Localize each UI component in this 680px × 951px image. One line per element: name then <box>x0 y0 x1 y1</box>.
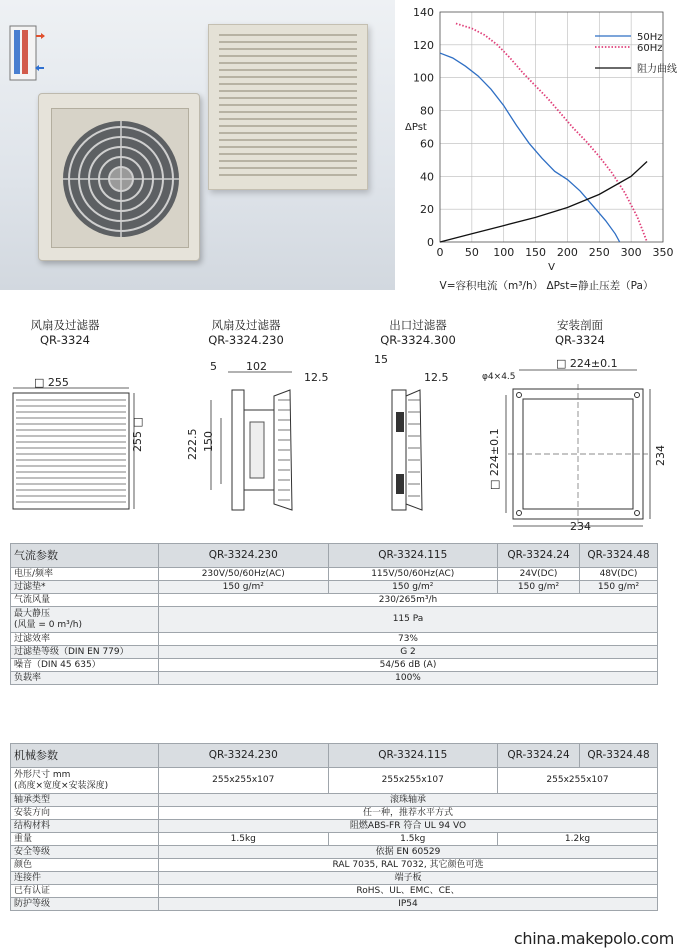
table-row <box>11 807 658 820</box>
dim-label: 234 <box>654 445 667 466</box>
legend-label: 60Hz <box>637 43 663 54</box>
footer-watermark-text: china.makepolo.com <box>513 929 674 948</box>
row-label: 结构材料 <box>11 820 159 833</box>
table-cell: G 2 <box>159 646 658 659</box>
row-label: 外形尺寸 mm (高度×宽度×安装深度) <box>11 768 159 794</box>
table-cell: 24V(DC) <box>498 568 580 581</box>
table-header-cell: QR-3324.24 <box>498 544 580 568</box>
table-cell: 230/265m³/h <box>159 594 658 607</box>
row-label: 过滤垫* <box>11 581 159 594</box>
table-cell: 150 g/m² <box>159 581 329 594</box>
table-cell: 255x255x107 <box>328 768 498 794</box>
table-row <box>11 672 658 685</box>
row-label: 已有认证 <box>11 885 159 898</box>
drawing-3-title-line1: 出口过滤器 <box>389 318 447 332</box>
table-cell: 255x255x107 <box>498 768 658 794</box>
y-tick-label: 100 <box>413 71 434 85</box>
table-row <box>11 659 658 672</box>
row-label: 安全等级 <box>11 846 159 859</box>
row-label: 连接件 <box>11 872 159 885</box>
table-row <box>11 607 658 633</box>
row-label: 过滤效率 <box>11 633 159 646</box>
drawing-1-title-line2: QR-3324 <box>40 333 90 347</box>
table-row <box>11 820 658 833</box>
table-cell: 150 g/m² <box>580 581 658 594</box>
dim-label: 234 <box>570 520 591 533</box>
dim-label: □ 224±0.1 <box>556 357 618 370</box>
drawing-title-2 <box>176 318 316 348</box>
table-row <box>11 859 658 872</box>
table-cell: 73% <box>159 633 658 646</box>
table-cell: 48V(DC) <box>580 568 658 581</box>
outlet-grille-photo <box>208 24 368 190</box>
row-label: 颜色 <box>11 859 159 872</box>
table-cell: 端子板 <box>159 872 658 885</box>
table-header-cell: QR-3324.48 <box>580 744 658 768</box>
legend-label: 阻力曲线 <box>637 64 677 75</box>
y-tick-label: 0 <box>427 236 434 249</box>
x-tick-label: 0 <box>436 246 444 259</box>
fan-filter-photo <box>38 93 200 261</box>
table-cell: IP54 <box>159 898 658 911</box>
table-cell: 255x255x107 <box>159 768 329 794</box>
product-photo-area <box>0 0 395 290</box>
series-line-0 <box>440 53 620 242</box>
row-label: 负载率 <box>11 672 159 685</box>
dim-label: 12.5 <box>304 371 329 384</box>
y-tick-label: 120 <box>413 38 434 52</box>
table-row <box>11 633 658 646</box>
drawing-4-title-line1: 安装剖面 <box>557 318 603 332</box>
table-cell: 任一种，推荐水平方式 <box>159 807 658 820</box>
dim-label: 15 <box>374 353 388 366</box>
y-tick-label: 20 <box>420 203 434 217</box>
table-header-row <box>11 744 658 768</box>
table-cell: 阻燃ABS-FR 符合 UL 94 VO <box>159 820 658 833</box>
dim-label: □ 224±0.1 <box>488 428 501 490</box>
drawing-title-4 <box>510 318 650 348</box>
dim-label: □ 255 <box>34 376 69 389</box>
table-cell: 依据 EN 60529 <box>159 846 658 859</box>
row-label: 安装方向 <box>11 807 159 820</box>
dim-label: φ4×4.5 <box>482 372 516 382</box>
table-cell: 230V/50/60Hz(AC) <box>159 568 329 581</box>
y-tick-label: 40 <box>420 170 434 184</box>
drawing-3-title-line2: QR-3324.300 <box>380 333 456 347</box>
y-tick-label: 140 <box>413 6 434 19</box>
fan-guard-icon <box>52 109 190 249</box>
table-cell: 1.5kg <box>328 833 498 846</box>
table-header-cell: QR-3324.48 <box>580 544 658 568</box>
row-label: 气流风量 <box>11 594 159 607</box>
plot-frame <box>440 12 663 242</box>
table-row <box>11 898 658 911</box>
drawing-2-title-line1: 风扇及过滤器 <box>211 318 281 332</box>
x-axis-label: V <box>548 262 555 273</box>
x-tick-label: 100 <box>493 246 515 259</box>
x-tick-label: 350 <box>652 246 674 259</box>
row-label: 重量 <box>11 833 159 846</box>
row-label: 轴承类型 <box>11 794 159 807</box>
table-cell: 150 g/m² <box>328 581 498 594</box>
table-row <box>11 885 658 898</box>
table-header-cell: QR-3324.230 <box>159 544 329 568</box>
cabinet-airflow-icon <box>8 22 46 84</box>
table-cell: 1.2kg <box>498 833 658 846</box>
dim-label: 102 <box>246 360 267 373</box>
table-row <box>11 646 658 659</box>
row-label: 最大静压 (风量 = 0 m³/h) <box>11 607 159 633</box>
x-tick-label: 300 <box>620 246 642 259</box>
dim-label: 222.5 <box>186 428 199 460</box>
table-row <box>11 581 658 594</box>
table-row <box>11 833 658 846</box>
table-header-cell: QR-3324.24 <box>498 744 580 768</box>
y-tick-label: 80 <box>420 104 434 118</box>
table-cell: 100% <box>159 672 658 685</box>
table-cell: 54/56 dB (A) <box>159 659 658 672</box>
x-tick-label: 250 <box>588 246 610 259</box>
table-row <box>11 768 658 794</box>
row-label: 噪音（DIN 45 635） <box>11 659 159 672</box>
drawing-4-title-line2: QR-3324 <box>555 333 605 347</box>
table-cell: 150 g/m² <box>498 581 580 594</box>
pressure-flow-chart <box>395 0 680 300</box>
table-header-row <box>11 544 658 568</box>
table-header-cell: 机械参数 <box>11 744 159 768</box>
table-cell: 115 Pa <box>159 607 658 633</box>
dim-label: 5 <box>210 360 217 373</box>
table-cell: 1.5kg <box>159 833 329 846</box>
row-label: 防护等级 <box>11 898 159 911</box>
table-header-cell: QR-3324.115 <box>328 544 498 568</box>
dim-label: 255 □ <box>131 417 144 452</box>
table-row <box>11 568 658 581</box>
table-row <box>11 846 658 859</box>
x-tick-label: 50 <box>464 246 479 259</box>
table-header-cell: QR-3324.230 <box>159 744 329 768</box>
series-line-2 <box>440 162 647 243</box>
row-label: 过滤垫等级（DIN EN 779） <box>11 646 159 659</box>
mounting-cutout-drawing <box>506 370 650 526</box>
table-cell: 滚珠轴承 <box>159 794 658 807</box>
table-cell: 115V/50/60Hz(AC) <box>328 568 498 581</box>
table-row <box>11 872 658 885</box>
drawing-1-title-line1: 风扇及过滤器 <box>30 318 100 332</box>
row-label: 电压/频率 <box>11 568 159 581</box>
table-cell: RAL 7035, RAL 7032, 其它颜色可选 <box>159 859 658 872</box>
dim-label: 150 <box>202 431 215 452</box>
x-tick-label: 150 <box>525 246 547 259</box>
front-view-drawing <box>13 388 134 509</box>
x-tick-label: 200 <box>556 246 578 259</box>
table-row <box>11 594 658 607</box>
chart-caption: V=容积电流（m³/h） ΔPst=静止压差（Pa） <box>439 280 654 292</box>
drawing-title-3 <box>348 318 488 348</box>
dim-label: 12.5 <box>424 371 449 384</box>
outlet-filter-side-drawing <box>392 390 422 510</box>
y-axis-label: ΔPst <box>405 122 427 133</box>
table-header-cell: QR-3324.115 <box>328 744 498 768</box>
fan-side-view-drawing <box>211 372 292 510</box>
legend-label: 50Hz <box>637 32 663 43</box>
table-cell: RoHS、UL、EMC、CE、 <box>159 885 658 898</box>
drawing-2-title-line2: QR-3324.230 <box>208 333 284 347</box>
airflow-parameters-table <box>10 543 658 685</box>
table-row <box>11 794 658 807</box>
table-header-cell: 气流参数 <box>11 544 159 568</box>
y-tick-label: 60 <box>420 137 434 151</box>
drawing-title-1 <box>0 318 135 348</box>
mechanical-parameters-table <box>10 743 658 911</box>
